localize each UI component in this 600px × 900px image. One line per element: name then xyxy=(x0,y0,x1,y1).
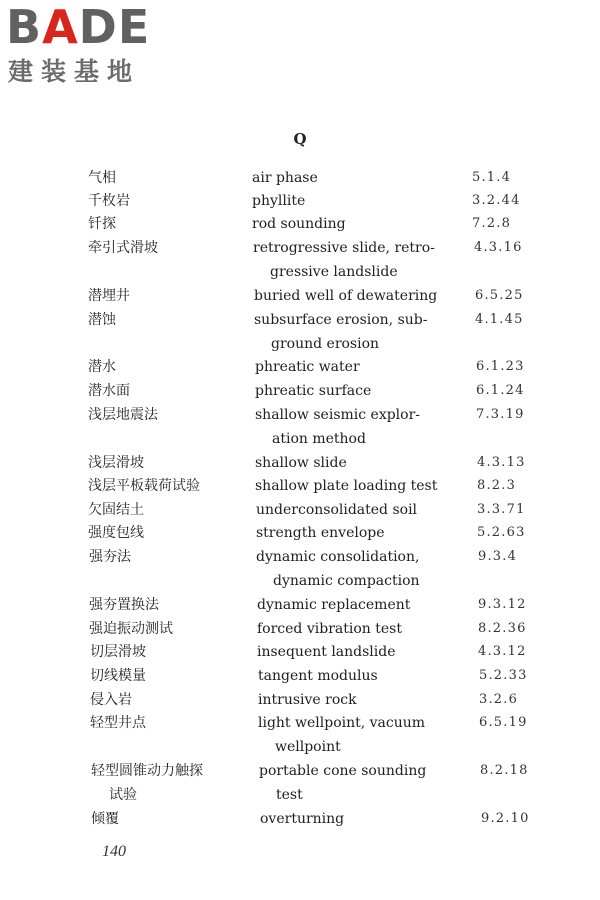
chinese-term: 潜水 xyxy=(88,359,116,375)
english-term-continuation: ation method xyxy=(272,431,366,447)
logo-letter: A xyxy=(42,0,79,54)
chinese-term: 浅层滑坡 xyxy=(88,455,144,471)
chinese-term: 强度包线 xyxy=(88,525,144,541)
chinese-term: 切层滑坡 xyxy=(90,644,146,660)
clause-number: 5.2.33 xyxy=(479,668,528,683)
glossary-entry xyxy=(0,711,600,759)
english-term: retrogressive slide, retro- xyxy=(253,240,435,256)
clause-number: 8.2.18 xyxy=(480,763,529,778)
clause-number: 4.3.12 xyxy=(478,644,527,659)
english-term: subsurface erosion, sub- xyxy=(254,312,428,328)
clause-number: 6.5.19 xyxy=(479,715,528,730)
english-term: buried well of dewatering xyxy=(254,288,438,304)
english-term: strength envelope xyxy=(256,525,385,541)
english-term-continuation: wellpoint xyxy=(275,739,341,755)
glossary-entry xyxy=(0,236,600,284)
chinese-term: 强夯法 xyxy=(89,549,131,565)
clause-number: 9.2.10 xyxy=(481,811,530,826)
english-term: underconsolidated soil xyxy=(256,502,418,518)
english-term: phreatic surface xyxy=(255,383,372,399)
chinese-term: 牵引式滑坡 xyxy=(88,240,158,256)
english-term: dynamic replacement xyxy=(257,597,411,613)
clause-number: 3.3.71 xyxy=(477,502,526,517)
logo-subtitle: 建装基地 xyxy=(8,57,141,86)
clause-number: 4.3.16 xyxy=(474,240,523,255)
page-number: 140 xyxy=(102,843,126,860)
english-term: dynamic consolidation, xyxy=(256,549,420,565)
clause-number: 9.3.4 xyxy=(478,549,518,564)
clause-number: 5.1.4 xyxy=(472,170,512,185)
english-term: overturning xyxy=(260,811,345,827)
chinese-term: 气相 xyxy=(88,170,116,186)
glossary-entry xyxy=(0,545,600,593)
english-term: shallow slide xyxy=(255,455,347,471)
english-term: shallow plate loading test xyxy=(255,478,438,494)
chinese-term: 潜水面 xyxy=(88,383,130,399)
clause-number: 8.2.36 xyxy=(478,621,527,636)
clause-number: 6.1.24 xyxy=(476,383,525,398)
chinese-term: 千枚岩 xyxy=(88,193,130,209)
english-term: air phase xyxy=(252,170,318,186)
chinese-term: 强迫振动测试 xyxy=(89,621,173,637)
clause-number: 4.3.13 xyxy=(477,455,526,470)
chinese-term: 潜埋井 xyxy=(88,288,130,304)
english-term: phreatic water xyxy=(255,359,360,375)
clause-number: 3.2.6 xyxy=(479,692,519,707)
clause-number: 9.3.12 xyxy=(478,597,527,612)
chinese-term: 欠固结土 xyxy=(88,502,144,518)
chinese-term: 钎探 xyxy=(88,216,116,232)
english-term: tangent modulus xyxy=(258,668,378,684)
chinese-term: 轻型圆锥动力触探 xyxy=(91,763,203,779)
glossary-entry xyxy=(0,759,600,807)
clause-number: 6.5.25 xyxy=(475,288,524,303)
english-term: light wellpoint, vacuum xyxy=(258,715,426,731)
chinese-term: 强夯置换法 xyxy=(89,597,159,613)
chinese-term: 潜蚀 xyxy=(88,312,116,328)
clause-number: 6.1.23 xyxy=(476,359,525,374)
english-term: insequent landslide xyxy=(257,644,396,660)
english-term-continuation: dynamic compaction xyxy=(273,573,420,589)
english-term-continuation: ground erosion xyxy=(271,336,380,352)
clause-number: 4.1.45 xyxy=(475,312,524,327)
chinese-term: 倾覆 xyxy=(91,811,119,827)
clause-number: 7.2.8 xyxy=(472,216,512,231)
logo-letter: B xyxy=(6,0,43,54)
chinese-term: 侵入岩 xyxy=(90,692,132,708)
english-term: portable cone sounding xyxy=(259,763,427,779)
english-term: rod sounding xyxy=(252,216,346,232)
section-letter: Q xyxy=(293,130,307,148)
glossary-entry xyxy=(0,308,600,356)
english-term: forced vibration test xyxy=(257,621,402,637)
clause-number: 7.3.19 xyxy=(476,407,525,422)
chinese-term: 轻型井点 xyxy=(90,715,146,731)
logo-letter: D xyxy=(78,0,118,54)
english-term-continuation: gressive landslide xyxy=(270,264,398,280)
glossary-entry xyxy=(0,403,600,451)
glossary-entry xyxy=(0,807,600,855)
chinese-term: 浅层平板载荷试验 xyxy=(88,478,200,494)
chinese-term: 切线模量 xyxy=(90,668,146,684)
english-term: phyllite xyxy=(252,193,306,209)
chinese-term-continuation: 试验 xyxy=(109,787,137,803)
clause-number: 3.2.44 xyxy=(472,193,521,208)
english-term: intrusive rock xyxy=(258,692,357,708)
logo-letter: E xyxy=(117,0,151,54)
english-term: shallow seismic explor- xyxy=(255,407,421,423)
clause-number: 5.2.63 xyxy=(477,525,526,540)
english-term-continuation: test xyxy=(276,787,303,803)
clause-number: 8.2.3 xyxy=(477,478,517,493)
chinese-term: 浅层地震法 xyxy=(88,407,158,423)
